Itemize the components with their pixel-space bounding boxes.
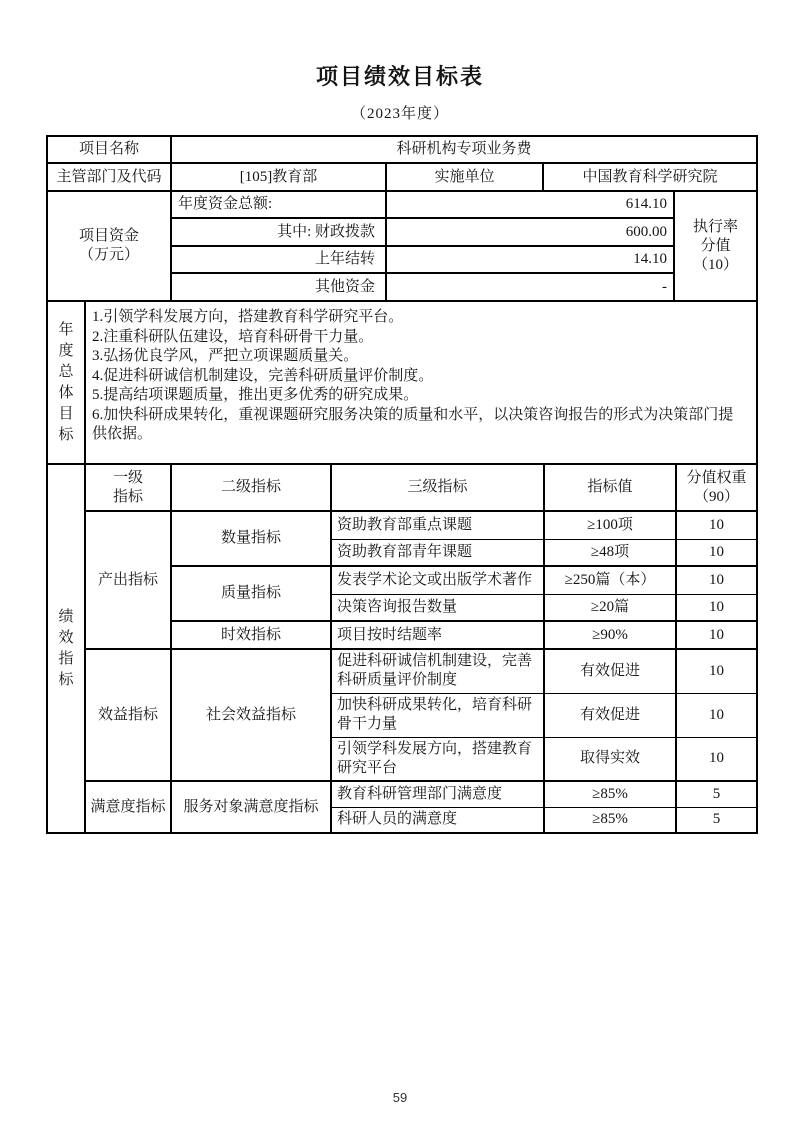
table-row — [47, 163, 757, 191]
level1-cell: 满意度指标 — [85, 781, 171, 833]
level3-cell: 项目按时结题率 — [331, 621, 544, 649]
funding-row-value: 600.00 — [386, 218, 674, 246]
table-row — [47, 649, 757, 693]
level2-cell: 质量指标 — [171, 566, 331, 621]
level2-cell: 服务对象满意度指标 — [171, 781, 331, 833]
header-level2: 二级指标 — [171, 464, 331, 511]
funding-row-label: 上年结转 — [171, 246, 386, 273]
indicator-weight-cell: 10 — [676, 737, 757, 781]
indicator-value-cell: ≥250篇（本） — [544, 566, 676, 594]
level3-cell: 引领学科发展方向，搭建教育研究平台 — [331, 737, 544, 781]
level3-cell: 教育科研管理部门满意度 — [331, 781, 544, 807]
indicator-value-cell: 有效促进 — [544, 693, 676, 737]
goal-item: 5.提高结项课题质量，推出更多优秀的研究成果。 — [92, 387, 419, 403]
level3-cell: 资助教育部青年课题 — [331, 539, 544, 566]
header-level3: 三级指标 — [331, 464, 544, 511]
goal-item: 6.加快科研成果转化，重视课题研究服务决策的质量和水平，以决策咨询报告的形式为决策部门提供依据。 — [92, 406, 734, 442]
goal-item: 3.弘扬优良学风，严把立项课题质量关。 — [92, 348, 359, 364]
indicator-value-cell: ≥100项 — [544, 511, 676, 539]
header-weight: 分值权重 （90） — [676, 464, 757, 511]
indicator-weight-cell: 10 — [676, 511, 757, 539]
dept-code-label: 主管部门及代码 — [47, 163, 171, 191]
indicator-weight-cell: 10 — [676, 621, 757, 649]
goal-item: 2.注重科研队伍建设，培育科研骨干力量。 — [92, 328, 374, 345]
table-row — [47, 511, 757, 539]
page-title: 项目绩效目标表 — [315, 64, 484, 89]
execution-rate-score-label: 执行率 分值 （10） — [674, 191, 757, 301]
funding-row-label: 其中: 财政拨款 — [171, 218, 386, 246]
level3-cell: 决策咨询报告数量 — [331, 594, 544, 621]
indicator-weight-cell: 10 — [676, 539, 757, 566]
indicator-value-cell: ≥85% — [544, 807, 676, 833]
dept-code-value: [105]教育部 — [171, 163, 386, 191]
indicator-value-cell: ≥85% — [544, 781, 676, 807]
indicator-value-cell: ≥20篇 — [544, 594, 676, 621]
level2-cell: 数量指标 — [171, 511, 331, 566]
indicators-section-label: 绩效指标 — [47, 464, 85, 833]
table-row — [47, 136, 757, 163]
project-info-table — [46, 135, 758, 302]
level1-cell: 效益指标 — [85, 649, 171, 781]
goal-item: 1.引领学科发展方向，搭建教育科学研究平台。 — [92, 309, 404, 325]
page-number: 59 — [392, 1090, 408, 1105]
level3-cell: 促进科研诚信机制建设，完善科研质量评价制度 — [331, 649, 544, 693]
indicator-weight-cell: 10 — [676, 649, 757, 693]
funding-row-label: 其他资金 — [171, 273, 386, 301]
funding-row-value: - — [386, 273, 674, 301]
impl-unit-label: 实施单位 — [386, 163, 543, 191]
indicators-table — [46, 463, 758, 834]
indicator-weight-cell: 10 — [676, 693, 757, 737]
annual-goals-table — [46, 300, 758, 465]
funding-section-label: 项目资金 （万元） — [47, 191, 171, 301]
indicator-weight-cell: 5 — [676, 781, 757, 807]
table-row — [47, 191, 757, 218]
project-name-value: 科研机构专项业务费 — [171, 136, 757, 163]
level3-cell: 发表学术论文或出版学术著作 — [331, 566, 544, 594]
indicator-value-cell: 取得实效 — [544, 737, 676, 781]
indicator-value-cell: 有效促进 — [544, 649, 676, 693]
annual-goals-content — [85, 301, 757, 464]
funding-row-value: 14.10 — [386, 246, 674, 273]
performance-target-table — [46, 135, 756, 834]
indicator-weight-cell: 10 — [676, 566, 757, 594]
level2-cell: 时效指标 — [171, 621, 331, 649]
project-name-label: 项目名称 — [47, 136, 171, 163]
level3-cell: 科研人员的满意度 — [331, 807, 544, 833]
header-value: 指标值 — [544, 464, 676, 511]
indicator-value-cell: ≥90% — [544, 621, 676, 649]
level3-cell: 资助教育部重点课题 — [331, 511, 544, 539]
annual-goals-label: 年度总体目标 — [47, 301, 85, 464]
header-level1: 一级 指标 — [85, 464, 171, 511]
page-subtitle: （2023年度） — [350, 106, 449, 122]
level1-cell: 产出指标 — [85, 511, 171, 649]
indicator-value-cell: ≥48项 — [544, 539, 676, 566]
goal-item: 4.促进科研诚信机制建设，完善科研质量评价制度。 — [92, 367, 434, 384]
table-row — [47, 781, 757, 807]
indicator-weight-cell: 10 — [676, 594, 757, 621]
table-row — [47, 301, 757, 464]
impl-unit-value: 中国教育科学研究院 — [543, 163, 757, 191]
level2-cell: 社会效益指标 — [171, 649, 331, 781]
indicator-weight-cell: 5 — [676, 807, 757, 833]
level3-cell: 加快科研成果转化，培育科研骨干力量 — [331, 693, 544, 737]
funding-row-value: 614.10 — [386, 191, 674, 218]
table-header-row — [47, 464, 757, 511]
funding-row-label: 年度资金总额: — [171, 191, 386, 218]
